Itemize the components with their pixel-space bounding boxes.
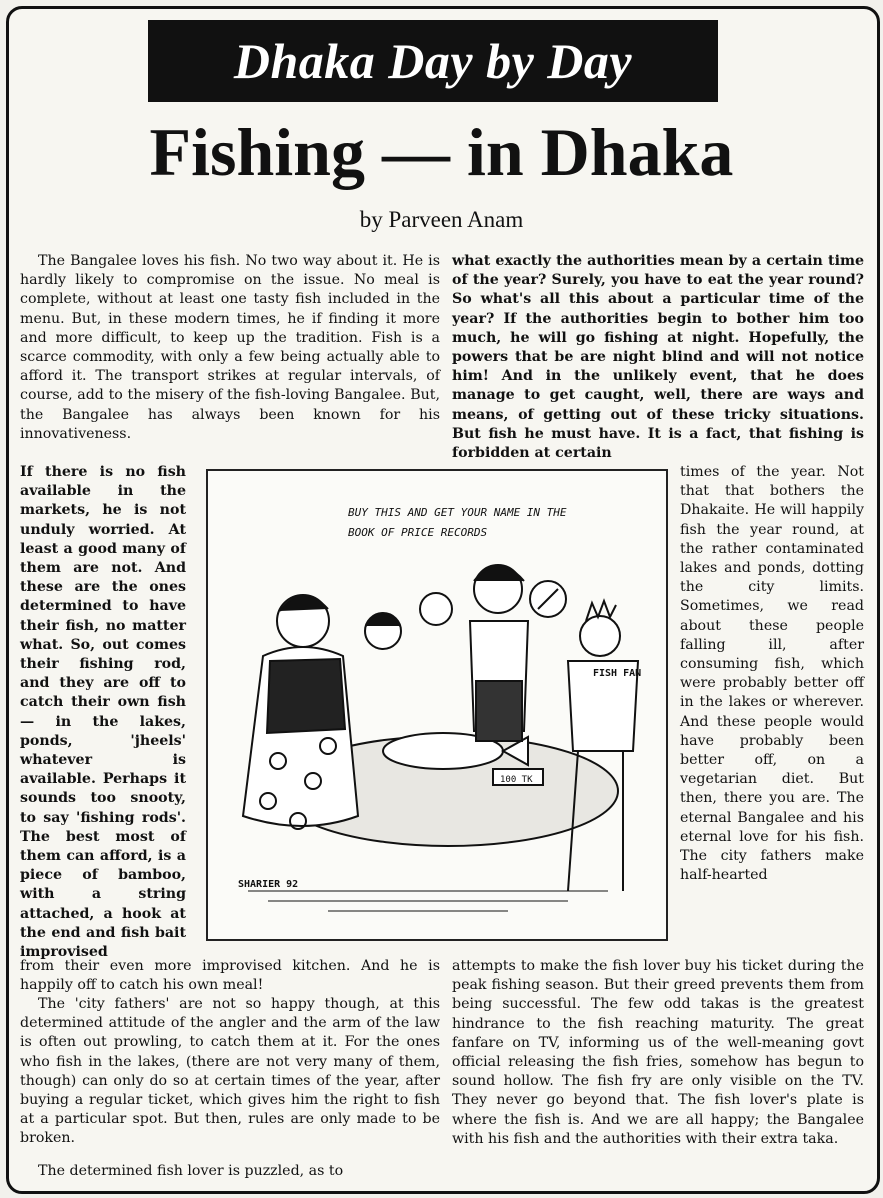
paragraph-wrap-right: times of the year. Not that that bothers the Dhakaite. He will happily fish the year round, at the rather contaminated lakes and ponds, dotting the city limits. Sometimes, we read about these people falling ill, after consuming fish, which were probably better off in the lakes or wherever. And these people would have probably been better off, on a vegetarian diet. But then, there you are. The eternal Bangalee and his eternal love for his fish. The city fathers make half-hearted xyxy=(680,464,864,884)
money-note-text: 100 TK xyxy=(500,775,533,785)
byline: by Parveen Anam xyxy=(359,207,524,232)
paragraph-intro: The Bangalee loves his fish. No two way about it. He is hardly likely to compromise on the issue. No meal is complete, without at least one tasty fish included in the menu. But, in these modern times, he if finding it more and more difficult, to keep up the tradition. Fish is a scarce commodity, with only a few being actually able to afford it. The transport strikes at regular intervals, of course, add to the misery of the fish-loving Bangalee. But, the Bangalee has always been known for his innovativeness. xyxy=(20,253,440,442)
paragraph-city-fathers: The 'city fathers' are not so happy though, at this determined attitude of the angler and the arm of the law is often out prowling, to catch them at it. For the ones who fish in the lakes, (there are not very many of them, though) can only do so at certain times of the year, after buying a regular ticket, which gives him the right to fish at a particular spot. But then, rules are only made to be broken. xyxy=(20,996,440,1147)
headline: Fishing — in Dhaka xyxy=(149,114,734,190)
grinning-man-hair xyxy=(474,566,524,581)
vendor-vest xyxy=(267,659,345,733)
cartoon-caption: BUY THIS AND GET YOUR NAME IN THE BOOK OF PRICE RECORDS xyxy=(348,506,567,539)
paragraph-puzzled: The determined fish lover is puzzled, as to xyxy=(38,1163,344,1179)
paragraph-wrap-left: If there is no fish available in the markets, he is not unduly worried. At least a good many of them are not. And these are the ones determined to have their fish, no matter what. So, out comes their fishing rod, and they are off to catch their own fish — in the lakes, ponds, 'jheels' whatever is available. Perhaps it sounds too snooty, to say 'fishing rods'. The best most of them can afford, is a piece of bamboo, with a string attached, a hook at the end and fish bait improvised xyxy=(20,464,186,961)
paragraph-kitchen: from their even more improvised kitchen. And he is happily off to catch his own meal! xyxy=(20,958,440,994)
fish-fan-head xyxy=(580,616,620,656)
cartoon-illustration xyxy=(206,469,668,941)
woman-hair xyxy=(366,614,400,627)
paragraph-greed: attempts to make the fish lover buy his ticket during the peak fishing season. But their greed prevents them from being successful. The few odd takas is the greatest hindrance to the fish reaching maturity. The great fanfare on TV, informing us of the well-meaning govt official releasing the fish fries, somehow has begun to sound hollow. The fish fry are only visible on the TV. They never go beyond that. The fish lover's plate is where the fish is. And we are all happy; the Bangalee with his fish and the authorities with their extra taka. xyxy=(452,958,864,1147)
vendor-hair xyxy=(280,595,328,611)
shirt-text: FISH FAN xyxy=(593,668,642,679)
ground-hatching xyxy=(248,891,608,911)
cartoonist-signature: SHARIER 92 xyxy=(238,879,299,890)
paragraph-authorities: what exactly the authorities mean by a certain time of the year? Surely, you have to eat the year round? So what's all this about a particular time of the year? If the authorities begin to bother him too much, he will go fishing at night. Hopefully, the powers that be are night blind and will not notice him! And in the unlikely event, that he does manage to get caught, well, there are ways and means, of getting out of these tricky situations. But fish he must have. It is a fact, that fishing is forbidden at certain xyxy=(452,253,864,462)
grinning-man-lungi xyxy=(476,681,522,741)
column-banner: Dhaka Day by Day xyxy=(148,20,718,102)
onlooker-head xyxy=(420,593,452,625)
